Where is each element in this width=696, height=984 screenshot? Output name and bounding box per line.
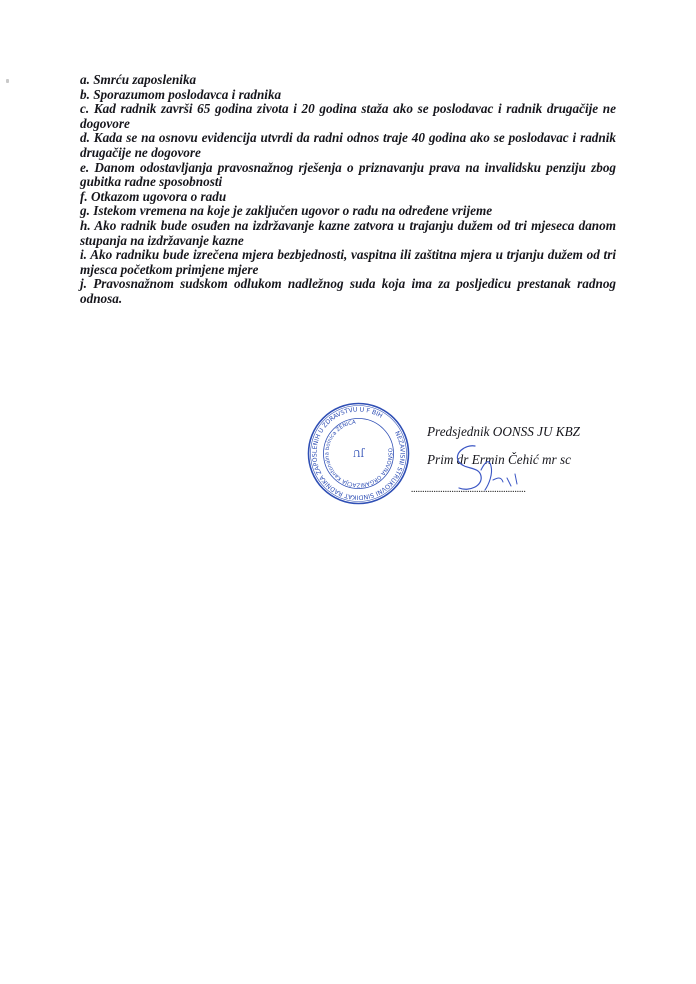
item-text: Smrću zaposlenika [93, 72, 197, 87]
list-item [80, 190, 616, 205]
item-marker: c. [80, 101, 90, 117]
signature-block [405, 420, 605, 510]
item-marker: g. [80, 203, 90, 219]
list-item [80, 248, 616, 277]
item-text: Kad radnik završi 65 godina zivota i 20 godina staža ako se poslodavac i radnik drugačije ne dogovore [80, 101, 616, 131]
item-text: Otkazom ugovora o radu [91, 188, 227, 204]
item-text: Ako radniku bude izrečena mjera bezbjednosti, vaspitna ili zaštitna mjera u trjanju dužem od tri mjesca početkom primjene mjere [80, 247, 616, 277]
official-stamp [306, 401, 411, 506]
item-text: Kada se na osnovu evidencija utvrdi da radni odnos traje 40 godina ako se poslodavac i radnik drugačije ne dogovore [80, 130, 616, 160]
item-marker: i. [80, 247, 87, 263]
list-item [80, 277, 616, 306]
item-text: Istekom vremena na koje je zaključen ugovor o radu na određene vrijeme [93, 203, 493, 219]
item-text: Sporazumom poslodavca i radnika [93, 86, 282, 102]
list-item [80, 131, 616, 160]
item-marker: h. [80, 217, 91, 233]
item-marker: e. [80, 159, 90, 175]
stamp-center-text: JU [352, 447, 365, 457]
signatory-title: Predsjednik OONSS JU KBZ [427, 424, 580, 439]
signatory-name: Prim dr Ermin Čehić mr sc [427, 452, 571, 467]
list-item [80, 161, 616, 190]
item-text: Pravosnažnom sudskom odlukom nadležnog suda koja ima za posljedicu prestanak radnog odnosa. [80, 276, 617, 306]
item-text: Ako radnik bude osuđen na izdržavanje kazne zatvora u trajanju dužem od tri mjeseca danom stupanja na izdržavanje kazne [80, 217, 616, 248]
list-item [80, 204, 616, 219]
list-item [80, 102, 616, 131]
list-item [80, 219, 616, 248]
item-marker: d. [80, 130, 90, 146]
termination-conditions-list [80, 73, 616, 307]
stamp-outer-text: NEZAVISNI STRUKOVNI SINDIKAT RADNIKA ZAPOSLENIH U ZDRAVSTVU U F BIH [311, 406, 406, 501]
signature-line: ................................................... [411, 483, 526, 495]
scan-speck [6, 79, 9, 83]
item-marker: j. [80, 276, 87, 292]
list-item [80, 73, 616, 88]
item-marker: a. [80, 72, 90, 87]
item-marker: f. [80, 188, 88, 204]
item-marker: b. [80, 86, 90, 102]
stamp-inner-text: OSNOVNA ORGANIZACIJA Kantonalna bolnica ZENICA [324, 419, 393, 488]
item-text: Danom odostavljanja pravosnažnog rješenja o priznavanju prava na invalidsku penziju zbog gubitka radne sposobnosti [80, 159, 617, 190]
list-item [80, 88, 616, 103]
